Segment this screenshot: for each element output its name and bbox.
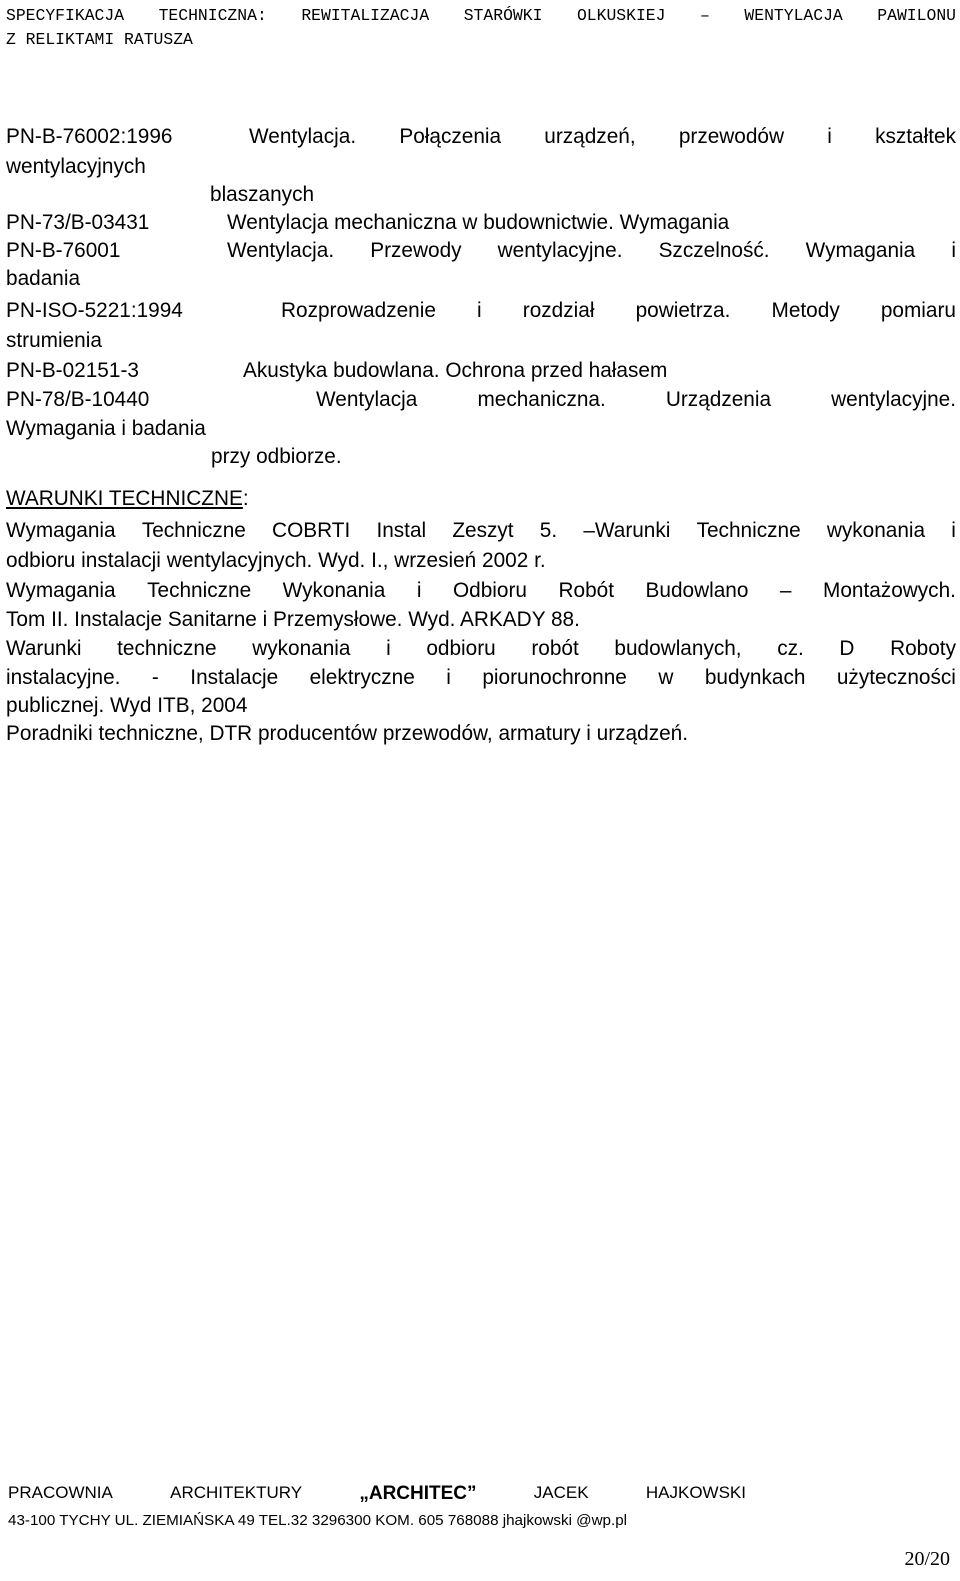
norm-line: badania — [6, 267, 81, 290]
header-line-2: Z RELIKTAMI RATUSZA — [6, 30, 193, 49]
word: i — [951, 239, 956, 262]
word: robót — [531, 637, 579, 660]
norm-desc: Wentylacja mechaniczna w budownictwie. Wymagania — [227, 211, 730, 234]
header-word: WENTYLACJA — [744, 6, 843, 25]
norm-line: Wymagania i badania — [6, 417, 206, 440]
word: wykonania — [252, 637, 351, 660]
word: Odbioru — [453, 579, 527, 602]
word: wentylacyjne. — [831, 388, 956, 411]
header-word: OLKUSKIEJ — [576, 6, 666, 25]
word: i — [446, 666, 451, 689]
word: Metody — [771, 299, 840, 322]
word: Wymagania — [6, 579, 116, 602]
header-word: SPECYFIKACJA — [6, 6, 125, 25]
footer-word: JACEK — [533, 1483, 589, 1502]
header-word: TECHNICZNA: — [158, 6, 267, 25]
word: 5. — [539, 519, 558, 542]
word: Wykonania — [282, 579, 386, 602]
word: mechaniczna. — [477, 388, 606, 411]
word: wentylacyjne. — [497, 239, 623, 262]
norm-code: PN-78/B-10440 — [6, 388, 150, 411]
word: i — [477, 299, 482, 322]
text-line — [6, 578, 956, 604]
header-word: STARÓWKI — [463, 6, 543, 25]
norm-line — [6, 124, 173, 150]
word: piorunochronne — [482, 666, 627, 689]
word: Wymagania — [6, 519, 116, 542]
word: Zeszyt — [452, 519, 514, 542]
norm-code: PN-ISO-5221:1994 — [6, 299, 183, 322]
word: Robót — [558, 579, 614, 602]
norm-desc — [316, 387, 956, 413]
word: Warunki — [6, 637, 82, 660]
text-line — [6, 636, 956, 662]
word: Wentylacja — [316, 388, 418, 411]
header-line-1 — [6, 4, 956, 28]
word: budynkach — [704, 666, 806, 689]
word: Roboty — [890, 637, 956, 660]
word: i — [827, 125, 832, 148]
word: Techniczne — [141, 519, 246, 542]
norm-code: PN-B-76001 — [6, 239, 121, 262]
page-header — [6, 4, 956, 52]
norm-code: PN-73/B-03431 — [6, 211, 150, 234]
word: elektryczne — [309, 666, 415, 689]
word: Instal — [376, 519, 427, 542]
word: Wentylacja. — [249, 125, 357, 148]
norm-code: PN-B-76002:1996 — [6, 125, 173, 148]
word: powietrza. — [635, 299, 731, 322]
norm-desc — [227, 238, 956, 264]
word: Rozprowadzenie — [281, 299, 436, 322]
word: D — [839, 637, 855, 660]
word: Techniczne — [696, 519, 801, 542]
footer-word: HAJKOWSKI — [645, 1483, 746, 1502]
footer-line-1 — [8, 1483, 746, 1505]
word: Przewody — [370, 239, 462, 262]
word: rozdział — [522, 299, 595, 322]
text-line — [6, 665, 956, 691]
footer-address: 43-100 TYCHY UL. ZIEMIAŃSKA 49 TEL.32 3296300 KOM. 605 768088 jhajkowski @wp.pl — [8, 1512, 628, 1529]
word: Połączenia — [399, 125, 502, 148]
text-line: Poradniki techniczne, DTR producentów przewodów, armatury i urządzeń. — [6, 722, 689, 745]
header-word: REWITALIZACJA — [301, 6, 430, 25]
word: i — [416, 579, 422, 602]
word: Techniczne — [147, 579, 252, 602]
word: odbioru — [426, 637, 496, 660]
word: przewodów — [678, 125, 785, 148]
word: budowlanych, — [614, 637, 742, 660]
word: – — [779, 579, 792, 602]
word: Budowlano — [645, 579, 749, 602]
section-heading-text: WARUNKI TECHNICZNE — [6, 487, 243, 510]
footer-word: ARCHITEKTURY — [170, 1483, 303, 1502]
word: i — [386, 637, 391, 660]
word: użyteczności — [836, 666, 956, 689]
page-number: 20/20 — [904, 1548, 950, 1570]
norm-line: przy odbiorze. — [211, 445, 342, 468]
footer-logo: „ARCHITEC” — [359, 1483, 477, 1504]
word: Wentylacja. — [227, 239, 335, 262]
word: COBRTI — [272, 519, 351, 542]
text-line: Tom II. Instalacje Sanitarne i Przemysłowe. Wyd. ARKADY 88. — [6, 608, 580, 631]
norm-line: blaszanych — [210, 183, 315, 206]
norm-desc — [281, 298, 956, 324]
word: Urządzenia — [665, 388, 772, 411]
section-heading — [6, 486, 249, 512]
word: i — [951, 519, 956, 542]
word: techniczne — [117, 637, 217, 660]
word: w — [658, 666, 674, 689]
norm-line: strumienia — [6, 329, 102, 352]
heading-colon: : — [242, 487, 249, 510]
word: Szczelność. — [658, 239, 770, 262]
norm-code: PN-B-02151-3 — [6, 359, 139, 382]
text-line: publicznej. Wyd ITB, 2004 — [6, 694, 248, 717]
header-word: PAWILONU — [877, 6, 956, 25]
word: cz. — [777, 637, 804, 660]
word: Montażowych. — [823, 579, 956, 602]
word: kształtek — [875, 125, 956, 148]
footer-word: PRACOWNIA — [8, 1483, 113, 1502]
word: Instalacje — [190, 666, 279, 689]
text-line: odbioru instalacji wentylacyjnych. Wyd. I., wrzesień 2002 r. — [6, 549, 546, 572]
norm-desc — [249, 124, 956, 150]
norm-line: wentylacyjnych — [6, 155, 146, 178]
word: urządzeń, — [544, 125, 636, 148]
word: instalacyjne. — [6, 666, 121, 689]
text-line — [6, 518, 956, 544]
word: –Warunki — [583, 519, 671, 542]
word: pomiaru — [880, 299, 956, 322]
header-word: – — [700, 6, 710, 25]
norm-desc: Akustyka budowlana. Ochrona przed hałasem — [243, 359, 668, 382]
word: - — [151, 666, 159, 689]
word: wykonania — [826, 519, 926, 542]
word: Wymagania — [805, 239, 916, 262]
